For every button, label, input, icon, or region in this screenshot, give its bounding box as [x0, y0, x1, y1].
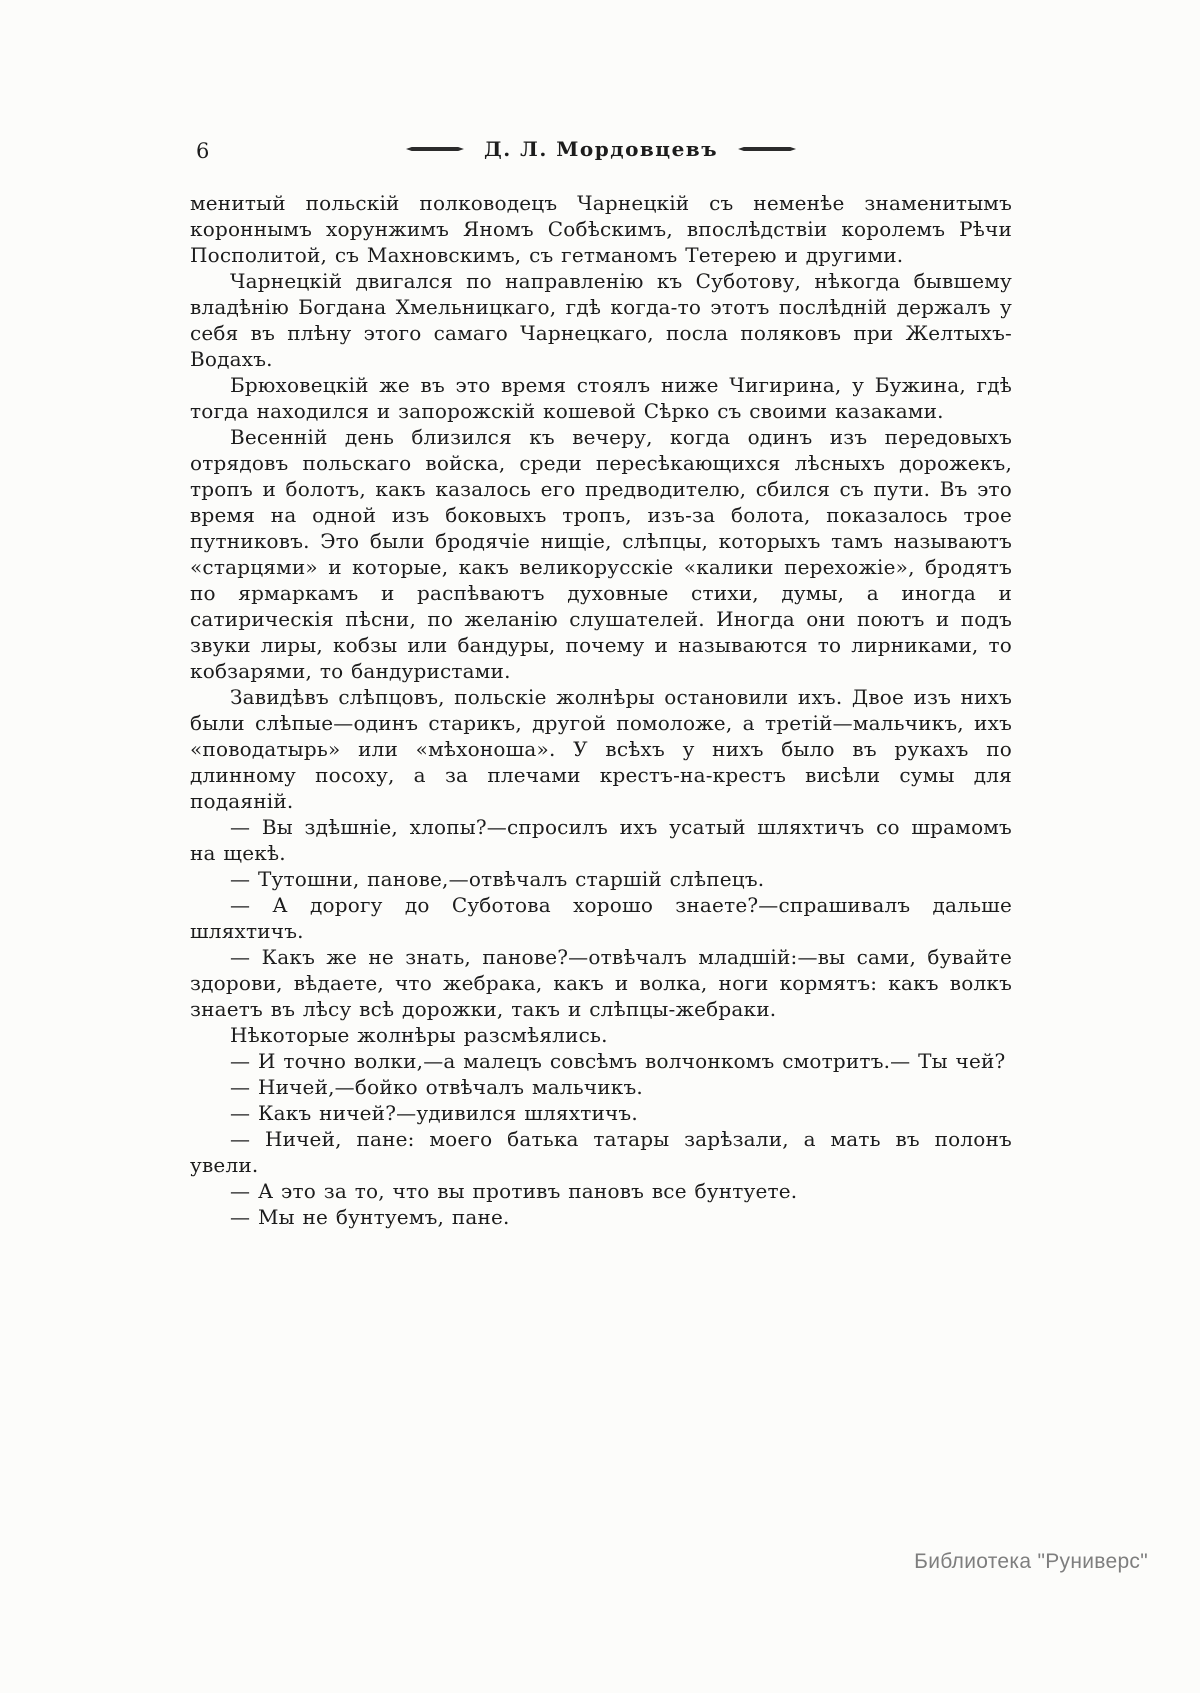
paragraph: Брюховецкій же въ это время стоялъ ниже Чигирина, у Бужина, гдѣ тогда находился и запорожскій кошевой Сѣрко съ своими казаками. [190, 373, 1012, 423]
paragraph: Чарнецкій двигался по направленію къ Суботову, нѣкогда бывшему владѣнію Богдана Хмельницкаго, гдѣ когда-то этотъ послѣдній держалъ у себя въ плѣну этого самаго Чарнецкаго, посла поляковъ при Желтыхъ-Водахъ. [190, 269, 1012, 371]
dialogue-line: — Мы не бунтуемъ, пане. [230, 1205, 510, 1229]
page-header [190, 136, 1012, 170]
dialogue-line: — И точно волки,—а малецъ совсѣмъ волчонкомъ смотритъ.— Ты чей? [230, 1049, 1006, 1073]
dialogue-line: — А это за то, что вы противъ пановъ все бунтуете. [230, 1179, 798, 1203]
paragraph: Завидѣвъ слѣпцовъ, польскіе жолнѣры остановили ихъ. Двое изъ нихъ были слѣпые—одинъ старикъ, другой помоложе, а третій—мальчикъ, ихъ «поводатырь» или «мѣхоноша». У всѣхъ у нихъ было въ рукахъ по длинному посоху, а за плечами крестъ-на-крестъ висѣли сумы для подаяній. [190, 685, 1012, 813]
left-rule-ornament [406, 147, 464, 151]
right-rule-ornament [738, 147, 796, 151]
dialogue-line: — Какъ же не знать, панове?—отвѣчалъ младшій:—вы сами, бувайте здорови, вѣдаете, что жебрака, какъ и волка, ноги кормятъ: какъ волкъ знаетъ въ лѣсу всѣ дорожки, такъ и слѣпцы-жебраки. [190, 945, 1012, 1021]
library-watermark: Библиотека "Руниверс" [914, 1550, 1148, 1573]
page-number: 6 [196, 139, 210, 163]
dialogue-line: — Какъ ничей?—удивился шляхтичъ. [230, 1101, 638, 1125]
running-title [190, 136, 1012, 161]
dialogue-line: — Тутошни, панове,—отвѣчалъ старшій слѣпецъ. [230, 867, 765, 891]
dialogue-line: — А дорогу до Суботова хорошо знаете?—спрашивалъ дальше шляхтичъ. [190, 893, 1012, 943]
page-content [190, 136, 1012, 1230]
paragraph: Весенній день близился къ вечеру, когда одинъ изъ передовыхъ отрядовъ польскаго войска, среди пересѣкающихся лѣсныхъ дорожекъ, тропъ и болотъ, какъ казалось его предводителю, сбился съ пути. Въ это время на одной изъ боковыхъ тропъ, изъ-за болота, показалось трое путниковъ. Это были бродячіе нищіе, слѣпцы, которыхъ тамъ называютъ «старцями» и которые, какъ великорусскіе «калики перехожіе», бродятъ по ярмаркамъ и распѣваютъ духовные стихи, думы, а иногда и сатирическія пѣсни, по желанію слушателей. Иногда они поютъ и подъ звуки лиры, кобзы или бандуры, почему и называются то лирниками, то кобзарями, то бандуристами. [190, 425, 1012, 683]
dialogue-line: — Ничей,—бойко отвѣчалъ мальчикъ. [230, 1075, 643, 1099]
dialogue-line: — Ничей, пане: моего батька татары зарѣзали, а мать въ полонъ увели. [190, 1127, 1012, 1177]
text-block [190, 190, 1012, 1230]
paragraph: менитый польскій полководецъ Чарнецкій съ неменѣе знаменитымъ короннымъ хорунжимъ Яномъ Собѣскимъ, впослѣдствіи королемъ Рѣчи Посполитой, съ Махновскимъ, съ гетманомъ Тетерею и другими. [190, 191, 1012, 267]
paragraph: Нѣкоторые жолнѣры разсмѣялись. [230, 1023, 608, 1047]
running-title-text: Д. Л. Мордовцевъ [483, 137, 719, 161]
dialogue-line: — Вы здѣшніе, хлопы?—спросилъ ихъ усатый шляхтичъ со шрамомъ на щекѣ. [190, 815, 1012, 865]
